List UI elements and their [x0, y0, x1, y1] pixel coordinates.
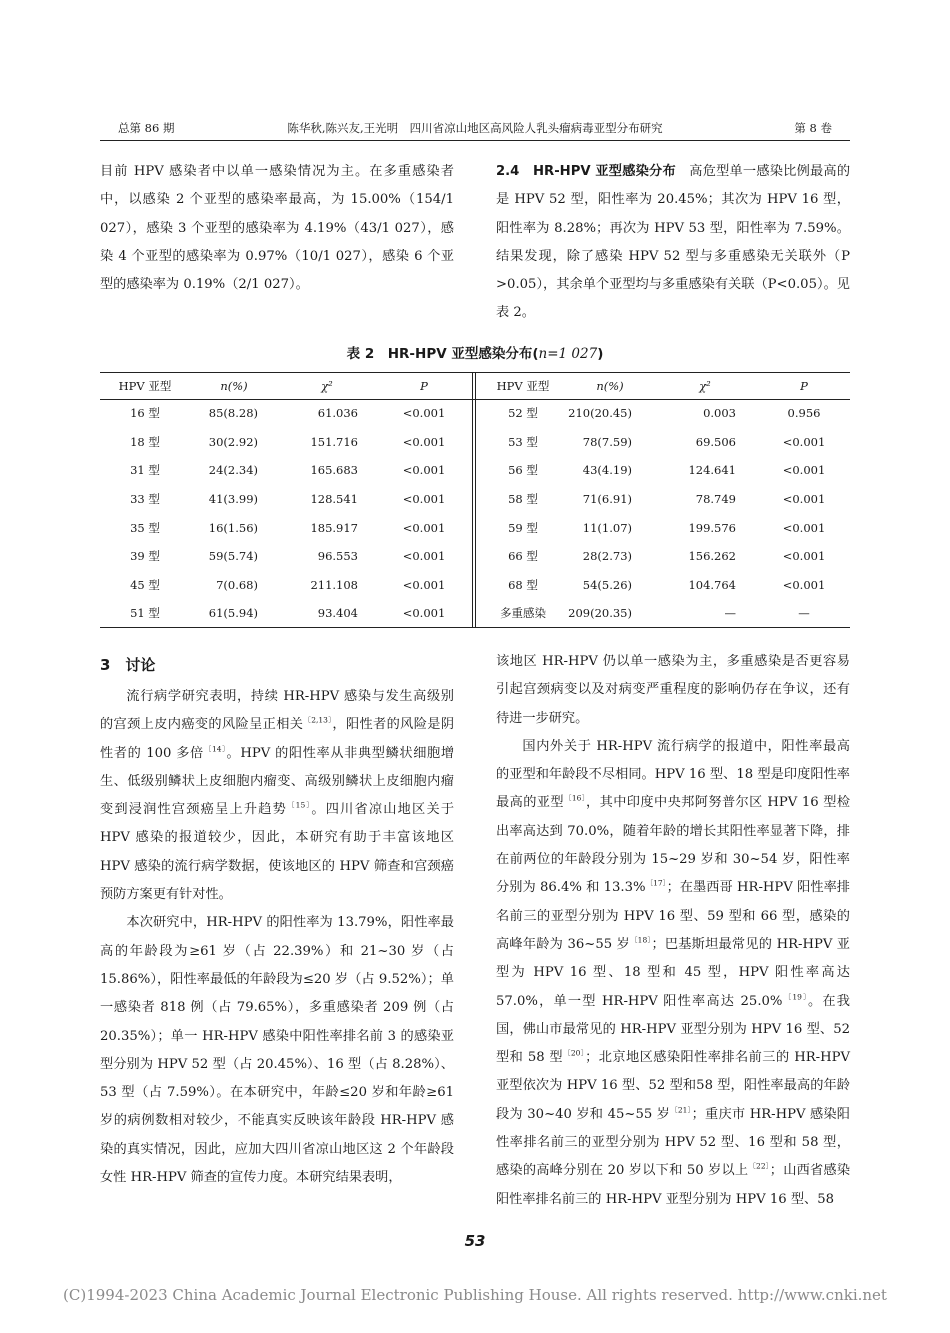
page-number: 53: [464, 1232, 486, 1250]
citation: 〔19〕: [782, 992, 809, 1002]
cell-n-percent: 24(2.34): [208, 463, 258, 478]
table-2-sample-size: n=1 027: [538, 346, 598, 362]
cell-hpv-type: 59 型: [508, 520, 538, 535]
top-left-column: [100, 158, 454, 299]
cell-p-value: <0.001: [402, 577, 446, 592]
cell-hpv-type: 35 型: [130, 520, 160, 535]
table-row: [478, 456, 850, 485]
article-header-title: 陈华秋,陈兴友,王光明 四川省凉山地区高风险人乳头瘤病毒亚型分布研究: [287, 121, 663, 135]
table-double-divider: [472, 372, 476, 628]
cell-n-percent: 28(2.73): [582, 549, 632, 564]
cell-p-value: <0.001: [402, 463, 446, 478]
table-row: [100, 571, 472, 600]
cell-chi-square: 104.764: [688, 577, 736, 592]
cell-chi-square: —: [724, 606, 736, 621]
cell-n-percent: 7(0.68): [216, 577, 258, 592]
cell-n-percent: 43(4.19): [582, 463, 632, 478]
table-header-row: [478, 372, 850, 399]
discussion-left-column: [100, 650, 454, 1192]
table-row: [478, 571, 850, 600]
cell-p-value: <0.001: [402, 549, 446, 564]
header-hpv-type: HPV 亚型: [118, 378, 172, 393]
cell-chi-square: 185.917: [310, 520, 358, 535]
table-row: [478, 542, 850, 571]
cell-chi-square: 211.108: [310, 577, 358, 592]
cell-p-value: <0.001: [402, 492, 446, 507]
header-p-value: P: [420, 378, 428, 393]
volume-number: 第 8 卷: [794, 121, 832, 135]
cell-n-percent: 61(5.94): [208, 606, 258, 621]
cell-chi-square: 78.749: [695, 492, 736, 507]
cell-n-percent: 210(20.45): [568, 406, 632, 421]
cell-chi-square: 165.683: [310, 463, 358, 478]
table-row: [478, 513, 850, 542]
header-p-value: P: [800, 378, 808, 393]
citation: 〔17〕: [645, 878, 667, 888]
cell-p-value: <0.001: [782, 549, 826, 564]
table-right-half: [478, 372, 850, 628]
citation: 〔20〕: [562, 1048, 586, 1058]
top-right-column: [496, 158, 850, 328]
cell-p-value: <0.001: [402, 520, 446, 535]
discussion-paragraph-2: 本次研究中，HR-HPV 的阳性率为 13.79%，阳性率最高的年龄段为≥61 岁（占 22.39%）和 21~30 岁（占 15.86%），阳性率最低的年龄段为≤20 岁（占 9.52%）；单一感染者 818 例（占 79.65%），多重感染者 209 例（占 20.35%）；单一 HR-HPV 感染中阳性率排名前 3 的感染亚型分别为 HPV 52 型（占 20.45%）、16 型（占 8.28%）、53 型（占 7.59%）。在本研究中，年龄≤20 岁和年龄≥61 岁的病例数相对较少，不能真实反映该年龄段 HR-HPV 感染的真实情况，因此，应加大四川省凉山地区这 2 个年龄段女性 HR-HPV 筛查的宣传力度。本研究结果表明，: [100, 915, 454, 1186]
cell-hpv-type: 68 型: [508, 577, 538, 592]
cell-n-percent: 54(5.26): [582, 577, 632, 592]
header-rule: [100, 140, 850, 141]
cell-chi-square: 151.716: [310, 434, 358, 449]
table-2-title: 表 2 HR-HPV 亚型感染分布(n=1 027): [346, 346, 604, 362]
table-row: [100, 456, 472, 485]
cell-n-percent: 71(6.91): [582, 492, 632, 507]
citation: 〔21〕: [670, 1105, 692, 1115]
header-hpv-type: HPV 亚型: [496, 378, 550, 393]
cell-p-value: <0.001: [782, 577, 826, 592]
table-left-half: [100, 372, 472, 628]
section-2-4-text: 高危型单一感染比例最高的是 HPV 52 型，阳性率为 20.45%；其次为 HPV 16 型，阳性率为 8.28%；再次为 HPV 53 型，阳性率为 7.59%。结果发现，除了感染 HPV 52 型与多重感染无关联外（P >0.05），其余单个亚型均与多重感染有关联（P<0.05）。见表 2。: [496, 164, 851, 321]
cell-hpv-type: 多重感染: [500, 606, 546, 621]
table-row: [478, 599, 850, 628]
cell-n-percent: 209(20.35): [568, 606, 632, 621]
cell-n-percent: 41(3.99): [208, 492, 258, 507]
cell-hpv-type: 18 型: [130, 434, 160, 449]
section-2-4-heading: 2.4 HR-HPV 亚型感染分布: [496, 164, 676, 179]
cell-hpv-type: 45 型: [130, 577, 160, 592]
cell-hpv-type: 51 型: [130, 606, 160, 621]
citation: 〔18〕: [629, 935, 652, 945]
citation: 〔15〕: [286, 800, 312, 810]
cell-p-value: 0.956: [787, 406, 821, 421]
running-header: [100, 118, 850, 140]
discussion-paragraph-3: 该地区 HR-HPV 仍以单一感染为主，多重感染是否更容易引起宫颈病变以及对病变严重程度的影响仍存在争议，还有待进一步研究。: [496, 654, 850, 726]
cell-p-value: <0.001: [782, 520, 826, 535]
cell-n-percent: 78(7.59): [582, 434, 632, 449]
table-row: [478, 485, 850, 514]
copyright-footer: (C)1994-2023 China Academic Journal Electronic Publishing House. All rights reserved. http://www.cnki.net: [63, 1286, 887, 1304]
citation: 〔14〕: [203, 744, 227, 754]
cell-chi-square: 156.262: [688, 549, 736, 564]
header-chi-square: χ²: [321, 378, 333, 393]
cell-hpv-type: 39 型: [130, 549, 160, 564]
citation: 〔2,13〕: [303, 715, 333, 725]
discussion-right-column: [496, 648, 850, 1214]
table-row: [100, 399, 472, 428]
table-2: [100, 372, 850, 628]
table-row: [478, 428, 850, 457]
cell-chi-square: 96.553: [317, 549, 358, 564]
cell-chi-square: 93.404: [317, 606, 358, 621]
cell-n-percent: 16(1.56): [208, 520, 258, 535]
cell-n-percent: 30(2.92): [208, 434, 258, 449]
cell-hpv-type: 16 型: [130, 406, 160, 421]
cell-chi-square: 0.003: [703, 406, 736, 421]
cell-p-value: <0.001: [782, 463, 826, 478]
header-n-percent: n(%): [596, 378, 624, 393]
cell-p-value: <0.001: [402, 606, 446, 621]
cell-hpv-type: 33 型: [130, 492, 160, 507]
cell-hpv-type: 52 型: [508, 406, 538, 421]
cell-p-value: <0.001: [782, 434, 826, 449]
cell-n-percent: 11(1.07): [582, 520, 632, 535]
cell-n-percent: 59(5.74): [208, 549, 258, 564]
cell-chi-square: 69.506: [695, 434, 736, 449]
cell-chi-square: 124.641: [688, 463, 736, 478]
cell-p-value: <0.001: [402, 406, 446, 421]
cell-chi-square: 128.541: [310, 492, 358, 507]
citation: 〔16〕: [563, 794, 587, 804]
cell-hpv-type: 66 型: [508, 549, 538, 564]
cell-hpv-type: 58 型: [508, 492, 538, 507]
discussion-paragraph-4: 国内外关于 HR-HPV 流行病学的报道中，阳性率最高的亚型和年龄段不尽相同。HPV 16 型、18 型是印度阳性率最高的亚型$^{〔16〕}$，其中印度中央邦阿努普尔区 HPV 16 型检出率高达到 70.0%，随着年龄的增长其阳性率显著下降，排在前两位的年龄段分别为 15~29 岁和 30~54 岁，阳性率分别为 86.4% 和 13.3%$^{〔17〕}$；在墨西哥 HR-HPV 阳性率排名前三的亚型分别为 HPV 16 型、59 型和 66 型，感染的高峰年龄为 36~55 岁$^{〔18〕}$；巴基斯坦最常见的 HR-HPV 亚型为 HPV 16 型、18 型和 45 型，HPV 阳性率高达 57.0%，单一型 HR-HPV 阳性率高达 25.0%$^{〔19〕}$。在我国，佛山市最常见的 HR-HPV 亚型分别为 HPV 16 型、52 型和 58 型$^{〔20〕}$；北京地区感染阳性率排名前三的 HR-HPV 亚型依次为 HPV 16 型、52 型和58 型，阳性率最高的年龄段为 30~40 岁和 45~55 岁$^{〔21〕}$；重庆市 HR-HPV 感染阳性率排名前三的亚型分别为 HPV 52 型、16 型和 58 型，感染的高峰分别在 20 岁以下和 50 岁以上$^{〔22〕}$；山西省感染阳性率排名前三的 HR-HPV 亚型分别为 HPV 16 型、58: [496, 738, 851, 1207]
cell-p-value: <0.001: [402, 434, 446, 449]
table-row: [100, 485, 472, 514]
table-header-row: [100, 372, 472, 399]
table-row: [100, 542, 472, 571]
table-row: [100, 428, 472, 457]
cell-hpv-type: 56 型: [508, 463, 538, 478]
header-n-percent: n(%): [220, 378, 248, 393]
citation: 〔22〕: [748, 1161, 770, 1171]
discussion-heading: 3 讨论: [100, 656, 156, 674]
table-row: [100, 599, 472, 628]
cell-chi-square: 61.036: [317, 406, 358, 421]
cell-n-percent: 85(8.28): [208, 406, 258, 421]
section-2-4-paragraph: [496, 158, 850, 328]
discussion-paragraph-1: 流行病学研究表明，持续 HR-HPV 感染与发生高级别的宫颈上皮内癌变的风险呈正相关$^{〔2,13〕}$，阳性者的风险是阴性者的 100 多倍$^{〔14〕}$。HPV 的阳性率从非典型鳞状细胞增生、低级别鳞状上皮细胞内瘤变、高级别鳞状上皮细胞内瘤变到浸润性宫颈癌呈上升趋势$^{〔15〕}$。四川省凉山地区关于 HPV 感染的报道较少，因此，本研究有助于丰富该地区 HPV 感染的流行病学数据，使该地区的 HPV 筛查和宫颈癌预防方案更有针对性。: [100, 689, 455, 903]
continuation-paragraph: 目前 HPV 感染者中以单一感染情况为主。在多重感染者中，以感染 2 个亚型的感染率最高，为 15.00%（154/1 027），感染 3 个亚型的感染率为 4.19%（43/1 027），感染 4 个亚型的感染率为 0.97%（10/1 027），感染 6 个亚型的感染率为 0.19%（2/1 027）。: [100, 164, 454, 293]
table-row: [478, 399, 850, 428]
cell-hpv-type: 31 型: [130, 463, 160, 478]
table-row: [100, 513, 472, 542]
cell-p-value: —: [798, 606, 810, 621]
cell-hpv-type: 53 型: [508, 434, 538, 449]
cell-chi-square: 199.576: [688, 520, 736, 535]
issue-number: 总第 86 期: [118, 121, 175, 135]
cell-p-value: <0.001: [782, 492, 826, 507]
header-chi-square: χ²: [699, 378, 711, 393]
